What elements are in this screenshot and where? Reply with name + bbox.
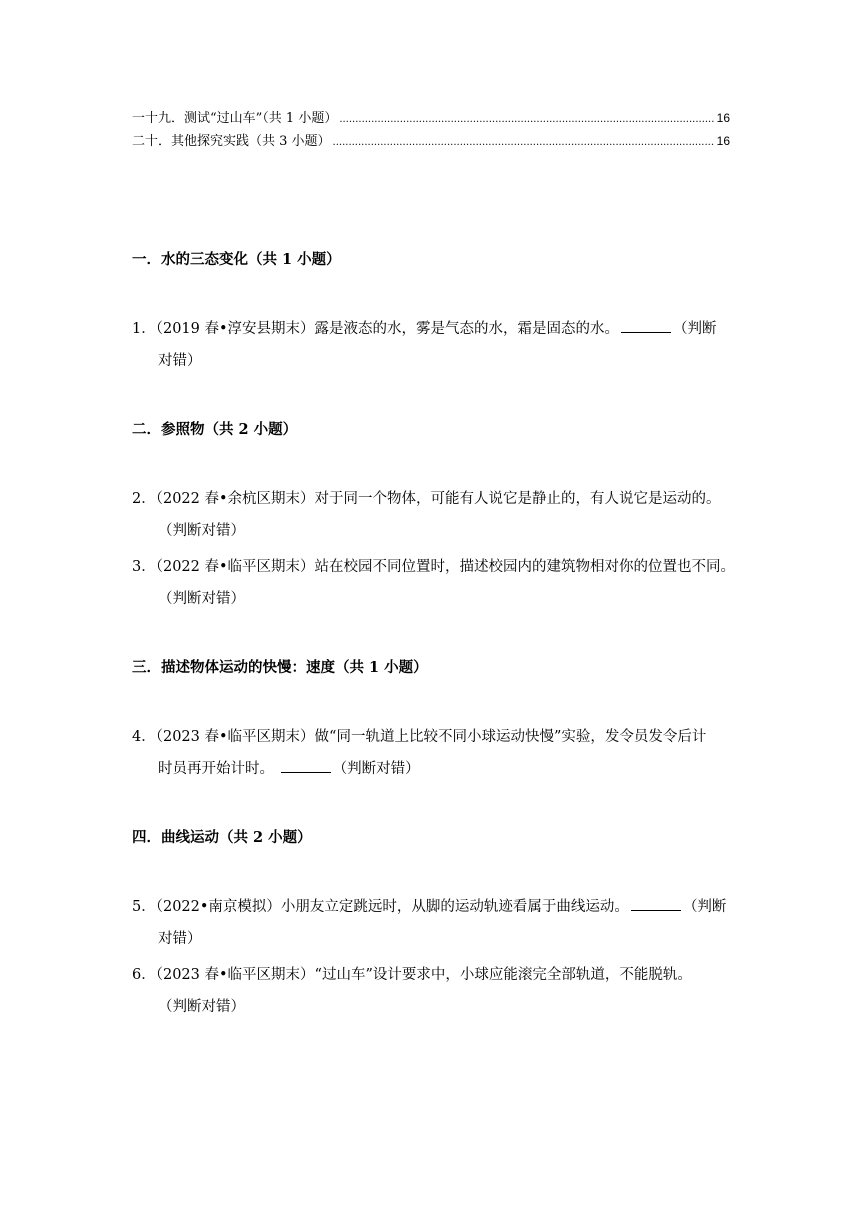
question-line-continued: 对错） xyxy=(158,931,202,947)
question-text: 时员再开始计时。 xyxy=(158,761,274,777)
question-text-tail: （判断 xyxy=(673,321,717,337)
question-line-continued: （判断对错） xyxy=(158,523,245,539)
question-text-tail: （判断 xyxy=(682,899,727,915)
question-line: 4．（2023 春•临平区期末）做“同一轨道上比较不同小球运动快慢”实验，发令员发令后计 xyxy=(132,729,707,745)
question-line: 3．（2022 春•临平区期末）站在校园不同位置时，描述校园内的建筑物相对你的位置也不同。 xyxy=(132,559,736,575)
question-line: 6．（2023 春•临平区期末）“过山车”设计要求中，小球应能滚完全部轨道，不能脱轨。 xyxy=(132,967,692,983)
question-text-tail: （判断对错） xyxy=(332,761,420,777)
section-heading: 一．水的三态变化（共 1 小题） xyxy=(132,251,341,268)
section-heading: 二．参照物（共 2 小题） xyxy=(132,421,298,438)
question-line-continued: （判断对错） xyxy=(158,591,245,607)
question-text: 1．（2019 春•淳安县期末）露是液态的水，雾是气态的水，霜是固态的水。 xyxy=(132,321,620,337)
question-line: 2．（2022 春•余杭区期末）对于同一个物体，可能有人说它是静止的，有人说它是运动的。 xyxy=(132,491,721,507)
toc-leader-dots xyxy=(333,137,715,148)
toc-entry[interactable] xyxy=(132,107,730,126)
toc-leader-dots xyxy=(339,114,714,125)
toc-page-number: 16 xyxy=(716,111,730,125)
question-line xyxy=(132,895,732,916)
toc-entry-text: 二十．其他探究实践（共 3 小题） xyxy=(132,134,331,149)
toc-page-number: 16 xyxy=(716,134,730,148)
question-line-continued: 对错） xyxy=(158,353,202,369)
question-line xyxy=(158,757,420,778)
answer-blank[interactable] xyxy=(631,896,681,911)
question-text: 5．（2022•南京模拟）小朋友立定跳远时，从脚的运动轨迹看属于曲线运动。 xyxy=(132,899,629,915)
section-heading: 四．曲线运动（共 2 小题） xyxy=(132,829,312,846)
question-line-continued: （判断对错） xyxy=(158,999,245,1015)
answer-blank[interactable] xyxy=(281,758,331,773)
toc-entry[interactable] xyxy=(132,130,730,149)
section-heading: 三．描述物体运动的快慢：速度（共 1 小题） xyxy=(132,659,428,676)
question-line xyxy=(132,317,732,338)
answer-blank[interactable] xyxy=(621,318,671,333)
toc-entry-text: 一十九．测试“过山车”（共 1 小题） xyxy=(132,111,338,126)
